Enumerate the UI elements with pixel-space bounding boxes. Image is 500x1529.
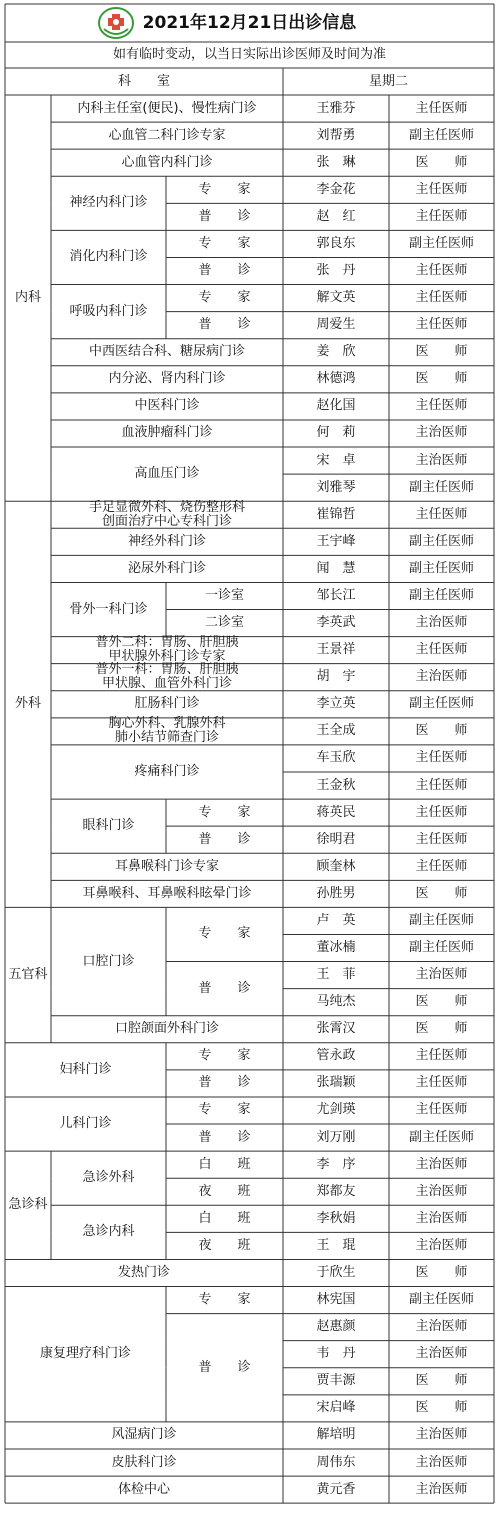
doctor-name: 林宪国 (316, 1292, 356, 1308)
subtype-label: 专 家 (198, 235, 251, 251)
doctor-name: 李 序 (316, 1156, 356, 1172)
subtype-label: 夜 班 (198, 1237, 251, 1253)
clinic-label: 体检中心 (117, 1481, 170, 1497)
clinic-label: 高血压门诊 (134, 466, 200, 482)
subtype-label: 普 诊 (198, 317, 251, 333)
subtype-label: 专 家 (198, 1102, 251, 1118)
subtype-label: 白 班 (198, 1156, 251, 1172)
doctor-name: 周爱生 (316, 317, 356, 333)
subtype-label: 普 诊 (198, 980, 251, 996)
section-label: 五官科 (8, 967, 48, 983)
doctor-name: 刘帮勇 (316, 127, 356, 143)
doctor-name: 李秋娟 (316, 1210, 356, 1226)
doctor-title: 医 师 (415, 1021, 468, 1037)
section-label: 急诊科 (8, 1197, 48, 1213)
doctor-title: 副主任医师 (408, 1129, 474, 1145)
doctor-name: 解文英 (316, 290, 356, 306)
doctor-name: 王宇峰 (316, 533, 356, 549)
doctor-title: 副主任医师 (408, 940, 474, 955)
doctor-title: 主任医师 (415, 398, 468, 414)
doctor-title: 主治医师 (415, 1183, 468, 1199)
section-label: 内科 (14, 290, 41, 306)
doctor-name: 刘万刚 (316, 1129, 356, 1145)
doctor-name: 管永政 (316, 1048, 356, 1064)
doctor-title: 医 师 (415, 371, 468, 387)
doctor-name: 车玉欣 (316, 750, 356, 766)
doctor-name: 王全成 (316, 723, 356, 739)
clinic-label: 疼痛科门诊 (134, 763, 200, 779)
clinic-label: 神经外科门诊 (127, 533, 206, 549)
clinic-label: 中医科门诊 (134, 398, 200, 414)
subtype-label: 普 诊 (198, 208, 251, 224)
doctor-name: 于欣生 (316, 1264, 356, 1280)
doctor-title: 主治医师 (415, 1210, 468, 1226)
doctor-name: 解培明 (316, 1427, 356, 1443)
doctor-title: 医 师 (415, 344, 468, 360)
notice-text: 如有临时变动，以当日实际出诊医师及时间为准 (112, 47, 386, 62)
doctor-name: 顾奎林 (316, 858, 356, 874)
subtype-label: 二诊室 (204, 615, 244, 631)
group-label: 神经内科门诊 (69, 195, 148, 211)
doctor-name: 张霄汉 (316, 1021, 356, 1037)
subtype-label: 普 诊 (198, 1075, 251, 1091)
doctor-title: 主任医师 (415, 317, 468, 333)
section-label: 外科 (14, 696, 41, 712)
doctor-title: 主任医师 (415, 642, 468, 658)
clinic-label: 耳鼻喉科、耳鼻喉科眩晕门诊 (82, 885, 252, 901)
subtype-label: 普 诊 (198, 1129, 251, 1145)
clinic-label: 肛肠科门诊 (134, 696, 200, 712)
doctor-name: 王雅芬 (316, 100, 356, 116)
group-label: 眼科门诊 (82, 818, 135, 834)
doctor-name: 尤剑瑛 (316, 1102, 356, 1118)
doctor-name: 宋 卓 (316, 452, 356, 468)
subtype-label: 普 诊 (198, 1359, 251, 1375)
group-label: 急诊外科 (82, 1170, 135, 1186)
doctor-title: 主任医师 (415, 831, 468, 847)
doctor-name: 何 莉 (316, 425, 356, 441)
doctor-name: 郑都友 (316, 1183, 356, 1199)
doctor-title: 主治医师 (415, 1427, 468, 1443)
doctor-title: 主治医师 (415, 967, 468, 983)
clinic-label: 血液肿瘤科门诊 (121, 425, 213, 441)
clinic-label: 泌尿外科门诊 (127, 560, 206, 576)
doctor-title: 主治医师 (415, 1237, 468, 1253)
doctor-title: 主治医师 (415, 452, 468, 468)
subtype-label: 专 家 (198, 926, 251, 942)
doctor-title: 副主任医师 (408, 533, 474, 549)
doctor-name: 周伟东 (316, 1454, 356, 1470)
header-dept: 科 室 (117, 73, 170, 89)
doctor-title: 医 师 (415, 994, 468, 1010)
subtype-label: 普 诊 (198, 831, 251, 847)
doctor-name: 李英武 (316, 615, 356, 631)
clinic-label: 中西医结合科、糖尿病门诊 (88, 344, 245, 360)
doctor-title: 副主任医师 (408, 479, 474, 495)
doctor-title: 副主任医师 (408, 235, 474, 251)
clinic-label: 皮肤科门诊 (111, 1454, 177, 1470)
clinic-label: 胸心外科、乳腺外科 肺小结节筛查门诊 (108, 716, 226, 746)
doctor-name: 董冰楠 (316, 940, 356, 955)
doctor-title: 主任医师 (415, 777, 468, 793)
doctor-name: 崔锦哲 (316, 506, 356, 522)
doctor-name: 张瑞颖 (316, 1075, 356, 1091)
doctor-title: 主任医师 (415, 1075, 468, 1091)
doctor-name: 贾丰源 (316, 1373, 356, 1389)
clinic-label: 妇科门诊 (59, 1061, 112, 1077)
doctor-title: 主任医师 (415, 208, 468, 224)
clinic-label: 康复理疗科门诊 (39, 1346, 131, 1362)
clinic-label: 风湿病门诊 (111, 1427, 177, 1443)
doctor-title: 主治医师 (415, 1454, 468, 1470)
doctor-name: 王 菲 (316, 967, 356, 983)
doctor-name: 赵 红 (316, 208, 356, 224)
doctor-name: 王金秋 (316, 777, 356, 793)
subtype-label: 白 班 (198, 1210, 251, 1226)
doctor-name: 姜 欣 (316, 344, 356, 360)
doctor-title: 医 师 (415, 723, 468, 739)
doctor-name: 张 琳 (316, 154, 356, 170)
clinic-label: 内分泌、肾内科门诊 (108, 371, 226, 387)
doctor-title: 主治医师 (415, 1156, 468, 1172)
doctor-title: 副主任医师 (408, 560, 474, 576)
doctor-name: 闻 慧 (316, 560, 356, 576)
clinic-label: 普外一科：胃肠、肝胆胰 甲状腺、血管外科门诊 (95, 662, 239, 692)
subtype-label: 专 家 (198, 290, 251, 306)
clinic-label: 发热门诊 (117, 1264, 170, 1280)
doctor-title: 副主任医师 (408, 127, 474, 143)
doctor-name: 宋启峰 (316, 1400, 356, 1416)
subtype-label: 专 家 (198, 181, 251, 197)
doctor-title: 主治医师 (415, 1346, 468, 1362)
doctor-name: 黄元香 (316, 1481, 356, 1497)
group-label: 口腔门诊 (82, 953, 135, 969)
doctor-name: 胡 宇 (316, 669, 356, 685)
doctor-title: 主任医师 (415, 290, 468, 306)
doctor-title: 医 师 (415, 154, 468, 170)
doctor-title: 主任医师 (415, 506, 468, 522)
doctor-name: 刘雅琴 (316, 479, 356, 495)
doctor-title: 主任医师 (415, 858, 468, 874)
subtype-label: 专 家 (198, 1292, 251, 1308)
doctor-title: 主任医师 (415, 181, 468, 197)
doctor-title: 主任医师 (415, 100, 468, 116)
doctor-title: 主任医师 (415, 263, 468, 278)
group-label: 消化内科门诊 (69, 249, 148, 265)
doctor-title: 医 师 (415, 1264, 468, 1280)
doctor-title: 医 师 (415, 1400, 468, 1416)
doctor-title: 主任医师 (415, 1102, 468, 1118)
subtype-label: 一诊室 (204, 587, 244, 603)
doctor-name: 韦 丹 (316, 1346, 356, 1362)
doctor-name: 王 琨 (316, 1237, 356, 1253)
doctor-title: 副主任医师 (408, 1292, 474, 1308)
clinic-label: 心血管二科门诊专家 (108, 127, 226, 143)
doctor-title: 医 师 (415, 885, 468, 901)
group-label: 骨外一科门诊 (69, 601, 148, 617)
clinic-label: 普外二科：胃肠、肝胆胰 甲状腺外科门诊专家 (95, 635, 239, 665)
clinic-label: 耳鼻喉科门诊专家 (114, 858, 219, 874)
doctor-title: 主任医师 (415, 1048, 468, 1064)
doctor-name: 卢 英 (316, 912, 356, 928)
subtype-label: 普 诊 (198, 263, 251, 278)
doctor-name: 郭良东 (316, 235, 356, 251)
doctor-title: 主任医师 (415, 750, 468, 766)
doctor-name: 赵惠颜 (316, 1319, 356, 1335)
doctor-name: 李金花 (316, 181, 356, 197)
doctor-name: 张 丹 (316, 263, 356, 278)
header-day: 星期二 (368, 73, 408, 89)
clinic-label: 心血管内科门诊 (121, 154, 213, 170)
subtype-label: 专 家 (198, 1048, 251, 1064)
clinic-label: 口腔颌面外科门诊 (114, 1021, 219, 1037)
doctor-name: 王景祥 (316, 642, 356, 658)
doctor-title: 主任医师 (415, 804, 468, 820)
doctor-title: 医 师 (415, 1373, 468, 1389)
doctor-name: 马纯杰 (316, 994, 356, 1010)
doctor-title: 主治医师 (415, 615, 468, 631)
doctor-title: 副主任医师 (408, 912, 474, 928)
clinic-label: 儿科门诊 (59, 1116, 112, 1132)
doctor-name: 徐明君 (316, 831, 356, 847)
doctor-title: 主治医师 (415, 669, 468, 685)
doctor-name: 邹长江 (316, 587, 356, 603)
subtype-label: 专 家 (198, 804, 251, 820)
doctor-name: 李立英 (316, 696, 356, 712)
clinic-label: 内科主任室(便民)、慢性病门诊 (77, 100, 257, 116)
doctor-title: 主治医师 (415, 1481, 468, 1497)
group-label: 呼吸内科门诊 (69, 303, 148, 319)
group-label: 急诊内科 (82, 1224, 135, 1240)
page-title: 2021年12月21日出诊信息 (142, 13, 357, 33)
subtype-label: 夜 班 (198, 1183, 251, 1199)
doctor-title: 副主任医师 (408, 587, 474, 603)
clinic-label: 手足显微外科、烧伤整形科 创面治疗中心专科门诊 (88, 499, 245, 529)
doctor-name: 林德鸿 (316, 371, 356, 387)
doctor-name: 孙胜男 (316, 885, 356, 901)
doctor-title: 副主任医师 (408, 696, 474, 712)
doctor-name: 赵化国 (316, 398, 356, 414)
doctor-name: 蒋英民 (316, 804, 356, 820)
doctor-title: 主治医师 (415, 1319, 468, 1335)
doctor-title: 主治医师 (415, 425, 468, 441)
